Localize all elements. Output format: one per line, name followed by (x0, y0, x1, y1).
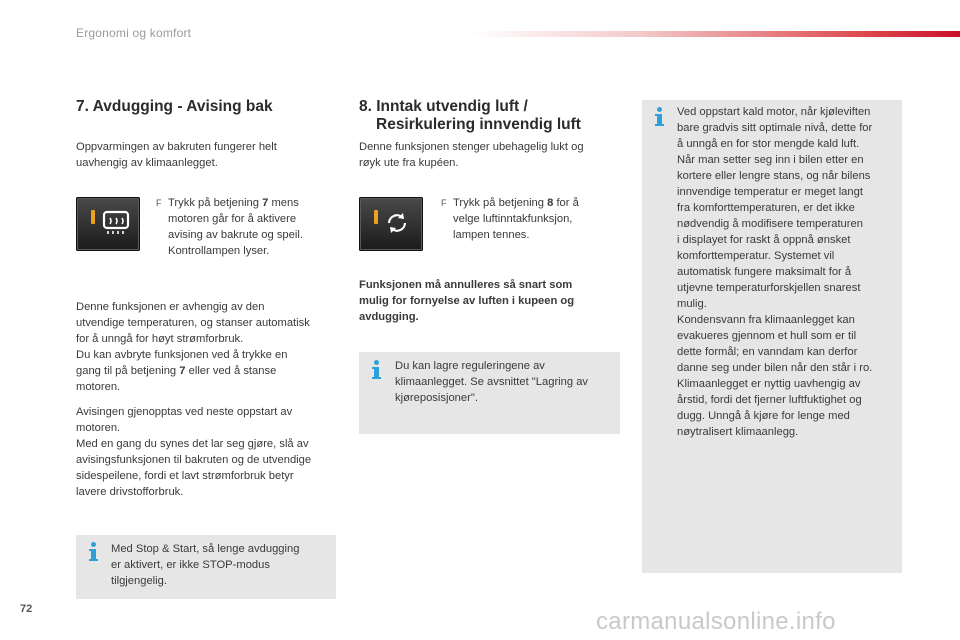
section-8-warning: Funksjonen må annulleres så snart som mulig for fornyelse av luften i kupeen og avdugging. (359, 279, 575, 323)
para1-pre: Denne funksjonen er avhengig av den utvendige temperaturen, og stanser automatisk for å unngå for høyt strømforbruk. Du kan avbryte funksjonen ved å trykke en gang til på betjening (76, 301, 310, 377)
stop-start-note-box (76, 535, 336, 599)
section-7-paragraph-2: Avisingen gjenopptas ved neste oppstart av motoren. Med en gang du synes det lar seg gjøre, slå av avisingsfunksjonen til bakruten og de utvendige sidespeilene, fordi et lavt strømforbruk betyr lavere drivstofforbruk. (76, 406, 312, 498)
control-number: 8 (547, 197, 554, 209)
bullet-marker: F (441, 198, 447, 208)
section-7-title: 7. Avdugging - Avising bak (76, 98, 273, 115)
section-8-title-line-1: 8. Inntak utvendig luft / (359, 98, 528, 115)
rear-defrost-button-image (76, 197, 140, 251)
bullet-marker: F (156, 198, 162, 208)
section-8-instruction (441, 195, 621, 243)
instruction-pre: Trykk på betjening (453, 197, 548, 209)
climate-info-text: Ved oppstart kald motor, når kjøleviften bare gradvis sitt optimale nivå, dette for å unngå en for stor mengde kald luft. Når man setter seg inn i bilen etter en kortere eller lengre stans, og når bilens innvendige temperatur er meget langt fra komforttemperaturen, er det ikke nødvendig å modifisere temperaturen i displayet for raskt å oppnå ønsket komforttemperatur. Systemet vil automatisk fungere maksimalt for å utjevne temperaturforskjellen snarest mulig. Kondensvann fra klimaanlegget kan evakueres gjennom et hull som er til dette formål; en vanndam kan derfor danne seg under bilen når den står i ro. Klimaanlegget er nyttig uavhengig av årstid, fordi det fjerner luftfuktighet og dugg. Unngå å kjøre for lenge med nøytralisert klimaanlegg. (677, 106, 873, 438)
info-icon (654, 107, 664, 127)
control-number: 7 (179, 365, 186, 377)
chapter-title: Ergonomi og komfort (76, 26, 192, 40)
section-8-title-line-2: Resirkulering innvendig luft (376, 116, 581, 133)
section-7-instruction (156, 195, 341, 259)
para1-post: eller ved å stanse motoren. (76, 365, 277, 393)
watermark: carmanualsonline.info (596, 608, 836, 635)
climate-info-box (642, 100, 902, 573)
indicator-lamp (91, 210, 95, 224)
memory-note-box (359, 352, 620, 434)
section-7-intro: Oppvarmingen av bakruten fungerer helt uavhengig av klimaanlegget. (76, 141, 277, 169)
instruction-pre: Trykk på betjening (168, 197, 263, 209)
info-icon (371, 360, 381, 380)
info-icon (88, 542, 98, 562)
section-8-instruction-text (453, 195, 579, 243)
indicator-lamp (374, 210, 378, 224)
page-number: 72 (20, 603, 33, 615)
instruction-post: mens motoren går for å aktivere avising av bakrute og speil. Kontrollampen lyser. (168, 197, 303, 257)
stop-start-note: Med Stop & Start, så lenge avdugging er aktivert, er ikke STOP-modus tilgjengelig. (111, 543, 300, 587)
rear-defrost-icon (102, 210, 130, 236)
control-number: 7 (262, 197, 269, 209)
air-intake-button-image (359, 197, 423, 251)
recirculation-icon (384, 210, 410, 236)
section-8-title (359, 98, 619, 134)
header-accent-bar (470, 31, 960, 37)
instruction-post: for å velge luftinntakfunksjon, lampen tennes. (453, 197, 579, 241)
section-8-intro: Denne funksjonen stenger ubehagelig lukt og røyk ute fra kupéen. (359, 141, 584, 169)
memory-note: Du kan lagre reguleringene av klimaanlegget. Se avsnittet "Lagring av kjøreposisjoner". (395, 360, 589, 404)
section-7-paragraph-1 (76, 299, 346, 395)
section-7-instruction-text (168, 195, 303, 259)
